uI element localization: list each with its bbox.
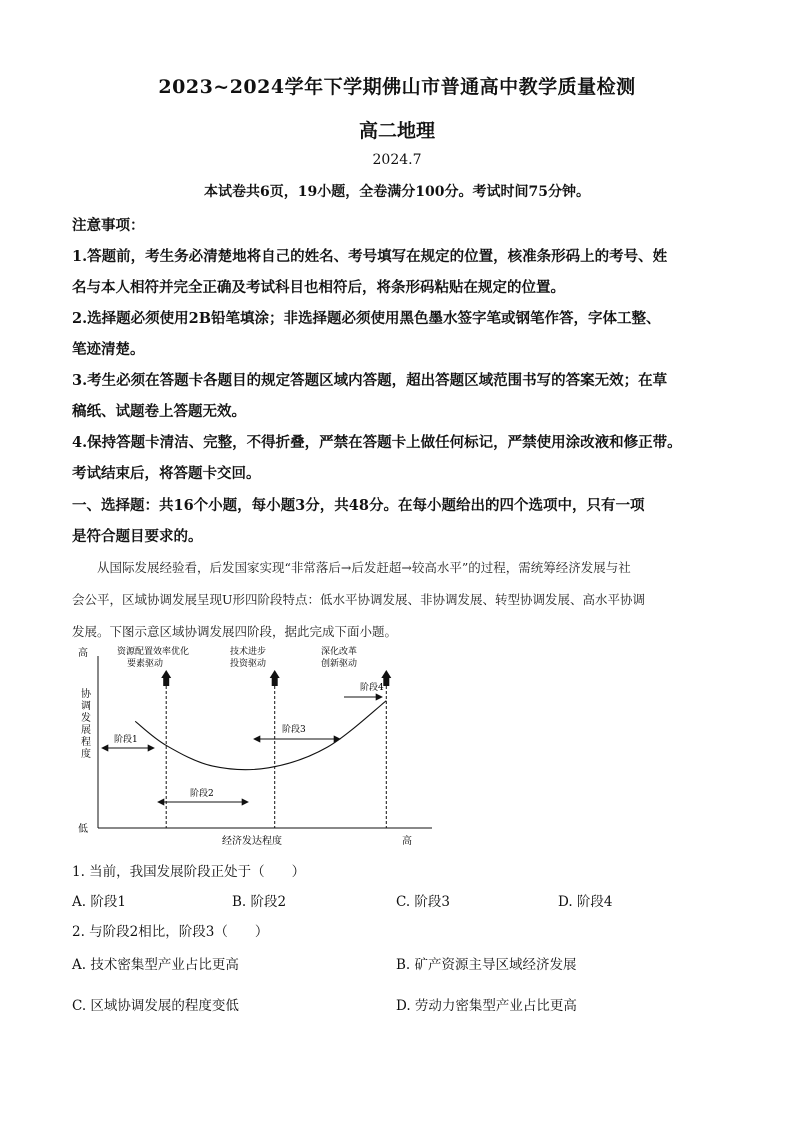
passage-line: 从国际发展经验看，后发国家实现“非常落后→后发赶超→较高水平”的过程，需统筹经济发展与社	[72, 560, 631, 575]
notice-line: 考试结束后，将答题卡交回。	[72, 465, 261, 482]
question-stem: 1. 当前，我国发展阶段正处于（ ）	[72, 864, 306, 880]
driver-label: 资源配置效率优化	[117, 647, 190, 657]
passage-line: 会公平，区域协调发展呈现U形四阶段特点：低水平协调发展、非协调发展、转型协调发展、高水平协调	[72, 592, 646, 607]
notice-line: 1.答题前，考生务必清楚地将自己的姓名、考号填写在规定的位置，核准条形码上的考号、姓	[72, 248, 668, 265]
section-heading: 是符合题目要求的。	[72, 528, 203, 545]
driver-label: 要素驱动	[127, 659, 164, 669]
stage-label: 阶段4	[360, 683, 384, 693]
exam-title: 2023~2024学年下学期佛山市普通高中教学质量检测	[158, 76, 636, 98]
question-stem: 2. 与阶段2相比，阶段3（ ）	[72, 924, 269, 940]
question-option: B. 矿产资源主导区域经济发展	[396, 957, 577, 973]
coordination-curve	[135, 701, 386, 770]
stage-label: 阶段2	[190, 789, 214, 799]
notice-line: 名与本人相符并完全正确及考试科目也相符后，将条形码粘贴在规定的位置。	[72, 279, 565, 296]
notice-heading: 注意事项：	[72, 217, 145, 234]
driver-arrow	[270, 670, 280, 686]
driver-label: 创新驱动	[321, 659, 358, 669]
question-option: A. 阶段1	[72, 894, 126, 910]
exam-subject: 高二地理	[358, 120, 435, 142]
question-option: B. 阶段2	[232, 894, 287, 910]
notice-line: 4.保持答题卡清洁、完整，不得折叠，严禁在答题卡上做任何标记，严禁使用涂改液和修正带。	[72, 434, 682, 451]
question-option: C. 阶段3	[396, 894, 451, 910]
passage-line: 发展。下图示意区域协调发展四阶段，据此完成下面小题。	[72, 624, 398, 639]
question-option: A. 技术密集型产业占比更高	[72, 957, 239, 973]
driver-label: 深化改革	[321, 647, 358, 657]
section-heading: 一、选择题：共16个小题，每小题3分，共48分。在每小题给出的四个选项中，只有一项	[72, 497, 645, 514]
question-option: C. 区域协调发展的程度变低	[72, 998, 239, 1014]
y-high-label: 高	[78, 648, 88, 659]
notice-line: 笔迹清楚。	[72, 341, 145, 358]
exam-intro: 本试卷共6页，19小题，全卷满分100分。考试时间75分钟。	[204, 184, 590, 200]
stage-label: 阶段3	[282, 725, 306, 735]
x-high-label: 高	[402, 836, 412, 847]
y-axis-label: 协调发展程度	[81, 689, 91, 760]
driver-label: 技术进步	[230, 647, 267, 657]
notice-line: 稿纸、试题卷上答题无效。	[72, 403, 246, 420]
exam-date: 2024.7	[372, 152, 422, 168]
regional-coordination-chart	[72, 642, 442, 852]
notice-line: 2.选择题必须使用2B铅笔填涂；非选择题必须使用黑色墨水签字笔或钢笔作答，字体工整、	[72, 310, 661, 327]
x-axis-label: 经济发达程度	[222, 836, 282, 847]
notice-line: 3.考生必须在答题卡各题目的规定答题区域内答题，超出答题区域范围书写的答案无效；在草	[72, 372, 668, 389]
y-low-label: 低	[78, 824, 88, 835]
question-option: D. 阶段4	[558, 894, 613, 910]
driver-arrow	[161, 670, 171, 686]
stage-label: 阶段1	[114, 735, 138, 745]
question-option: D. 劳动力密集型产业占比更高	[396, 998, 577, 1014]
driver-label: 投资驱动	[230, 659, 267, 669]
